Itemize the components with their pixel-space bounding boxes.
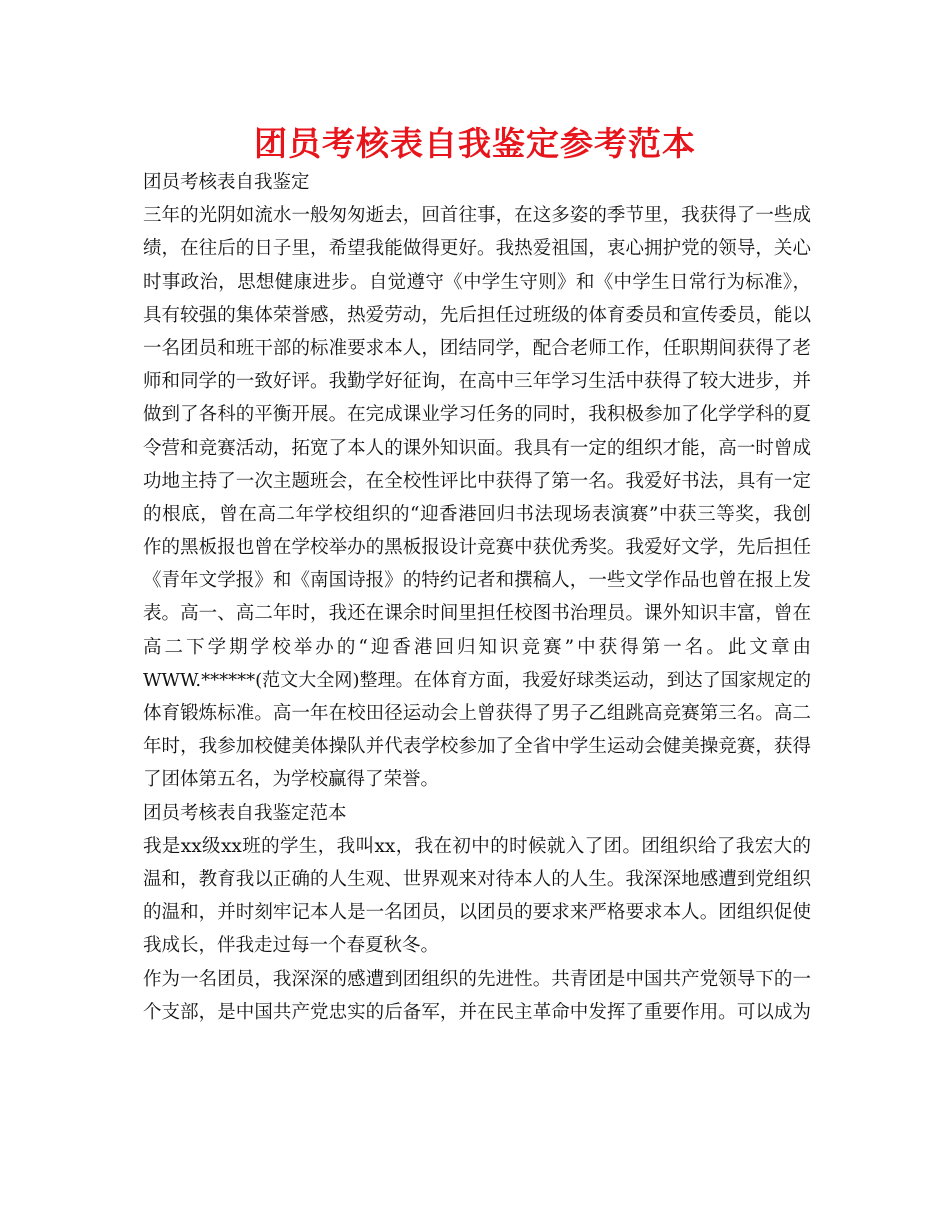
- text-line: 团员考核表自我鉴定范本: [143, 802, 347, 824]
- text-line: 具有较强的集体荣誉感，热爱劳动，先后担任过班级的体育委员和宣传委员，能以: [143, 304, 811, 326]
- text-line: 体育锻炼标准。高一年在校田径运动会上曾获得了男子乙组跳高竞赛第三名。高二: [143, 703, 811, 724]
- text-line: WWW.******(范文大全网)整理。在体育方面，我爱好球类运动，到达了国家规定的: [143, 669, 811, 691]
- text-line: 的根底，曾在高二年学校组织的“迎香港回归书法现场表演赛”中获三等奖，我创: [143, 503, 811, 525]
- text-line: 三年的光阴如流水一般匆匆逝去，回首往事，在这多姿的季节里，我获得了一些成: [143, 205, 811, 227]
- text-line: 个支部，是中国共产党忠实的后备军，并在民主革命中发挥了重要作用。可以成为: [143, 1001, 811, 1023]
- text-line: 令营和竞赛活动，拓宽了本人的课外知识面。我具有一定的组织才能，高一时曾成: [143, 437, 811, 459]
- text-line: 的温和，并时刻牢记本人是一名团员，以团员的要求来严格要求本人。团组织促使: [143, 902, 811, 924]
- text-line: 一名团员和班干部的标准要求本人，团结同学，配合老师工作，任职期间获得了老: [143, 337, 811, 359]
- text-line: 功地主持了一次主题班会，在全校性评比中获得了第一名。我爱好书法，具有一定: [143, 470, 811, 492]
- document-title: 团员考核表自我鉴定参考范本: [254, 124, 696, 163]
- text-line: 高二下学期学校举办的“迎香港回归知识竞赛”中获得第一名。此文章由: [143, 636, 811, 658]
- text-line: 做到了各科的平衡开展。在完成课业学习任务的同时，我积极参加了化学学科的夏: [143, 404, 811, 426]
- document-body: [143, 166, 811, 1029]
- text-line: 时事政治，思想健康进步。自觉遵守《中学生守则》和《中学生日常行为标准》，: [143, 271, 811, 293]
- text-line: 《青年文学报》和《南国诗报》的特约记者和撰稿人，一些文学作品也曾在报上发: [143, 570, 811, 592]
- text-line: 师和同学的一致好评。我勤学好征询，在高中三年学习生活中获得了较大进步，并: [143, 371, 811, 393]
- text-line: 团员考核表自我鉴定: [143, 172, 310, 193]
- text-line: 我是xx级xx班的学生，我叫xx，我在初中的时候就入了团。团组织给了我宏大的: [143, 835, 811, 857]
- text-line: 年时，我参加校健美体操队并代表学校参加了全省中学生运动会健美操竞赛，获得: [143, 736, 811, 758]
- text-line: 绩，在往后的日子里，希望我能做得更好。我热爱祖国，衷心拥护党的领导，关心: [143, 238, 811, 260]
- text-line: 我成长，伴我走过每一个春夏秋冬。: [143, 935, 440, 957]
- text-line: 了团体第五名，为学校赢得了荣誉。: [143, 769, 440, 791]
- text-line: 作的黑板报也曾在学校举办的黑板报设计竞赛中获优秀奖。我爱好文学，先后担任: [143, 537, 811, 559]
- text-line: 温和，教育我以正确的人生观、世界观来对待本人的人生。我深深地感遭到党组织: [143, 868, 811, 890]
- text-line: 表。高一、高二年时，我还在课余时间里担任校图书治理员。课外知识丰富，曾在: [143, 603, 811, 625]
- text-line: 作为一名团员，我深深的感遭到团组织的先进性。共青团是中国共产党领导下的一: [143, 968, 811, 990]
